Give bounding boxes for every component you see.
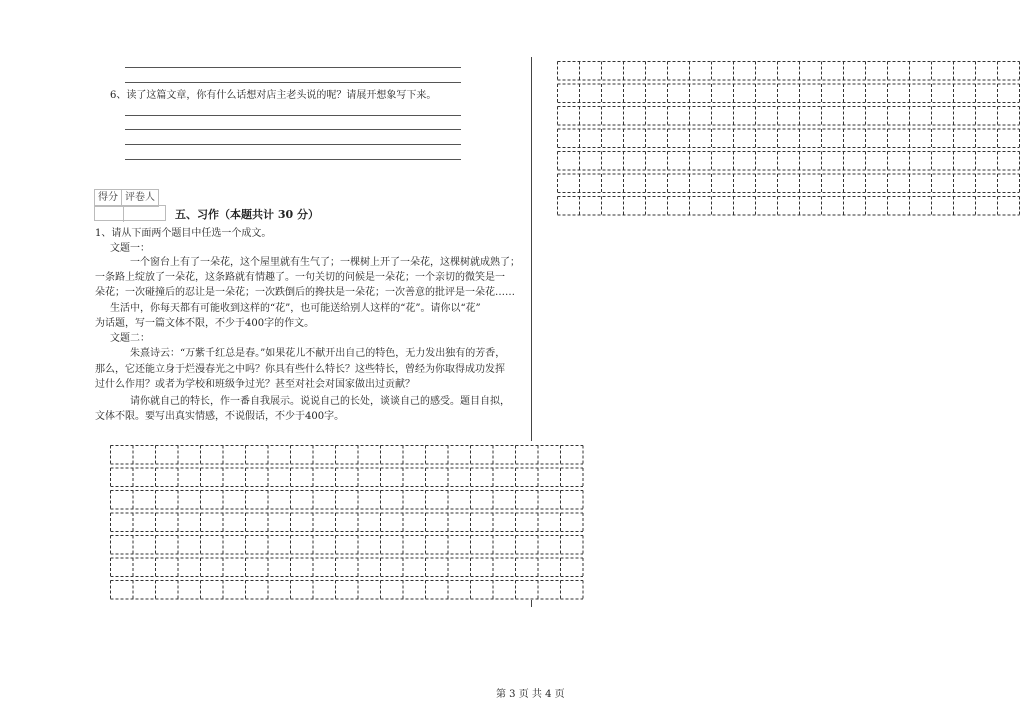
writing-grid-right [557,61,1024,219]
answer-line [125,67,461,68]
topic1-line: 一条路上绽放了一朵花，这条路就有情趣了。一句关切的问候是一朵花；一个亲切的微笑是一 [95,272,505,283]
topic1-label: 文题一： [110,243,150,254]
answer-line [125,115,461,116]
page-number: 第 3 页 共 4 页 [496,689,565,700]
instruction: 1、请从下面两个题目中任选一个成文。 [95,228,272,239]
writing-grid-bottom [110,445,590,603]
section-title: 五、习作（本题共计 30 分） [175,208,319,221]
question-6: 6、读了这篇文章，你有什么话想对店主老头说的呢？请展开想象写下来。 [110,90,437,101]
score-entry-box [94,205,166,221]
answer-line [125,82,461,83]
topic2-line: 那么，它还能立身于烂漫春光之中吗？你具有些什么特长？这些特长，曾经为你取得成功发挥 [95,364,505,375]
answer-line [125,129,461,130]
topic2-requirement: 文体不限。要写出真实情感，不说假话，不少于400字。 [95,411,345,422]
topic2-line: 朱熹诗云：“万紫千红总是春。”如果花儿不献开出自己的特色，无力发出独有的芳香， [130,348,506,359]
answer-line [125,144,461,145]
column-divider [531,57,532,441]
score-label: 得分 [95,190,122,206]
topic1-line: 一个窗台上有了一朵花，这个屋里就有生气了；一棵树上开了一朵花，这棵树就成熟了； [130,257,520,268]
topic1-requirement: 生活中，你每天都有可能收到这样的“花”，也可能送给别人这样的“花”。请你以“花” [110,303,481,314]
reviewer-label: 评卷人 [125,192,155,203]
topic1-requirement: 为话题，写一篇文体不限，不少于400字的作文。 [95,318,315,329]
topic2-label: 文题二： [110,333,150,344]
answer-line [125,159,461,160]
topic1-line: 朵花；一次碰撞后的忍让是一朵花；一次跌倒后的搀扶是一朵花；一次善意的批评是一朵花…… [95,287,515,298]
topic2-line: 过什么作用？或者为学校和班级争过光？甚至对社会对国家做出过贡献？ [95,379,415,390]
topic2-requirement: 请你就自己的特长，作一番自我展示。说说自己的长处，谈谈自己的感受。题目自拟， [130,396,510,407]
